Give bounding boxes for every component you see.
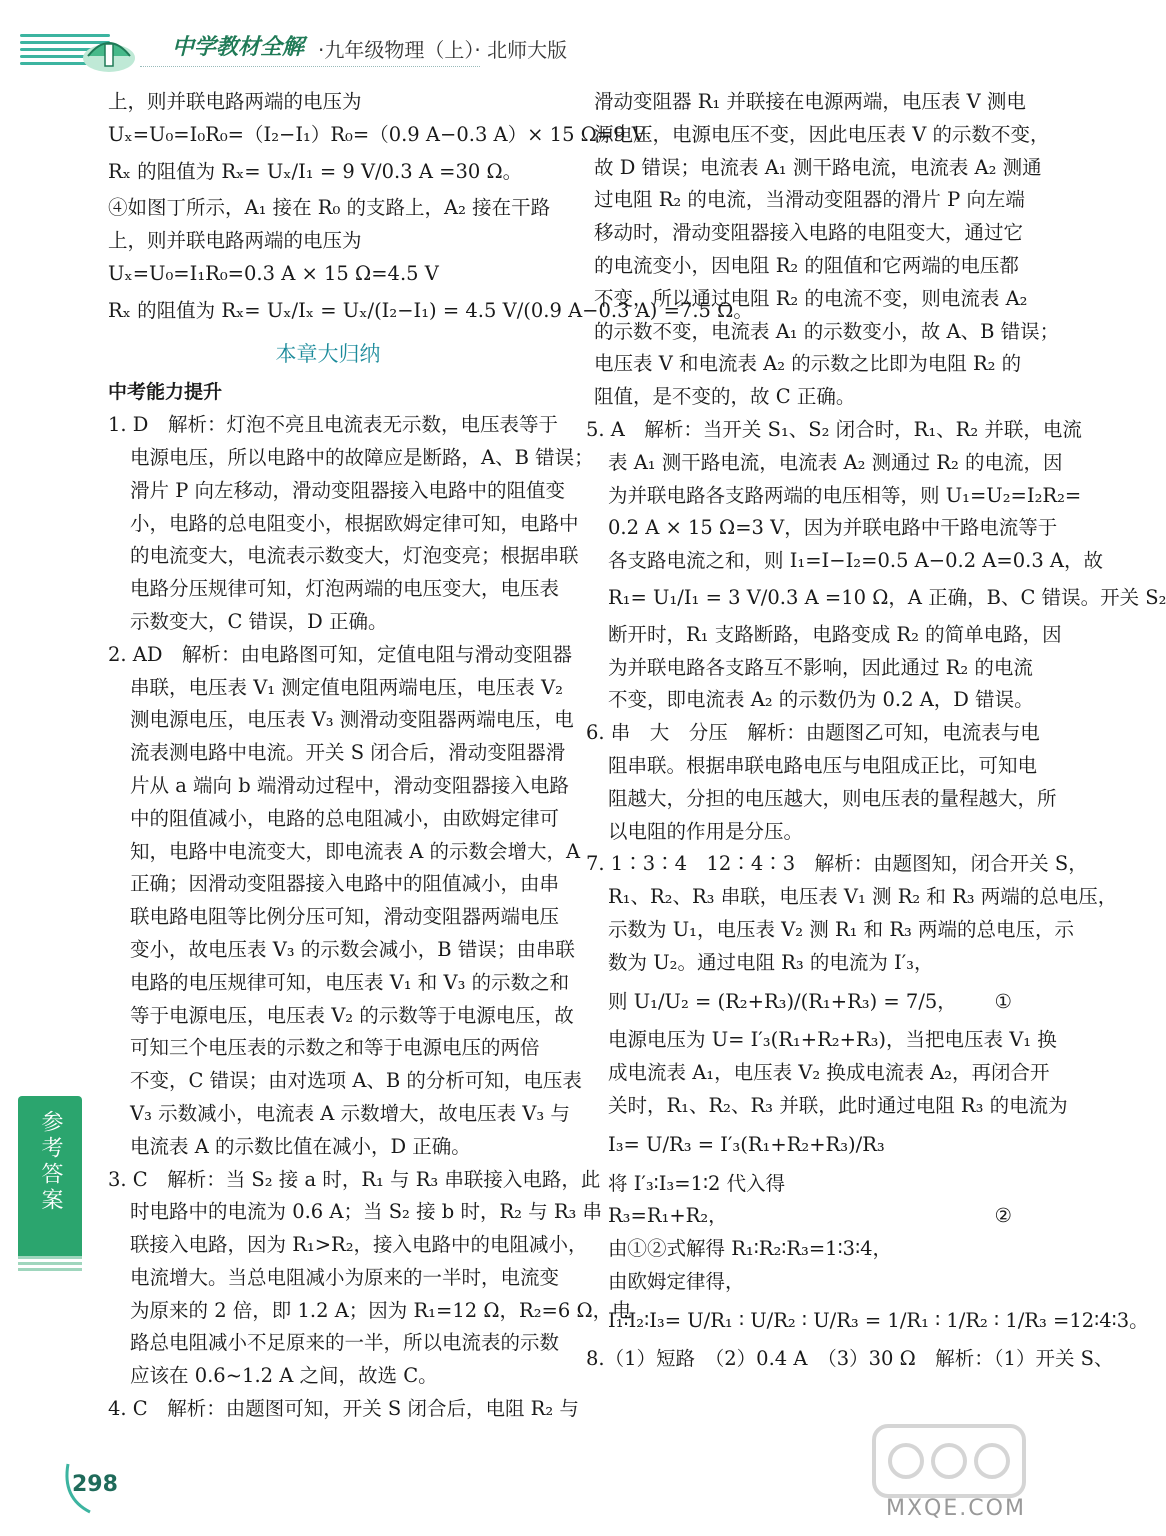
- text-line: 5. A 解析：当开关 S₁、S₂ 闭合时，R₁、R₂ 并联，电流: [586, 417, 1082, 441]
- text-line: 3. C 解析：当 S₂ 接 a 时，R₁ 与 R₃ 串联接入电路，此: [108, 1167, 601, 1191]
- text-line: 以电阻的作用是分压。: [608, 819, 804, 843]
- text-line: 1. D 解析：灯泡不亮且电流表无示数，电压表等于: [108, 413, 558, 437]
- page-number: 298: [72, 1472, 118, 1497]
- text-line: 电源电压为 U= I′₃(R₁+R₂+R₃)，当把电压表 V₁ 换: [608, 1028, 1057, 1052]
- answer-q2: [108, 639, 582, 1164]
- text-line: 7. 1∶3∶4 12∶4∶3 解析：由题图知，闭合开关 S，: [586, 852, 1088, 876]
- book-subtitle: ·九年级物理（上）· 北师大版: [318, 38, 568, 62]
- text-line: 片从 a 端向 b 端滑动过程中，滑动变阻器接入电路: [130, 773, 569, 797]
- book-logo-icon: [78, 26, 140, 76]
- text-line: V₃ 示数减小，电流表 A 示数增大，故电压表 V₃ 与: [130, 1101, 570, 1125]
- text-line: 源电压，电源电压不变，因此电压表 V 的示数不变，: [594, 122, 1050, 146]
- text-line: 阻越大，分担的电压越大，则电压表的量程越大，所: [608, 786, 1057, 810]
- text-line: 中的阻值减小，电路的总电阻减小，由欧姆定律可: [130, 806, 560, 830]
- text-line: R₁= U₁/I₁ = 3 V/0.3 A =10 Ω，A 正确，B、C 错误。开关 S₂: [608, 585, 1166, 609]
- book-title: 中学教材全解: [172, 35, 305, 60]
- text-line: 为并联电路各支路互不影响，因此通过 R₂ 的电流: [608, 655, 1033, 679]
- page-header: [0, 0, 1040, 80]
- text-line: 移动时，滑动变阻器接入电路的电阻变大，通过它: [594, 221, 1024, 245]
- text-line: 时电路中的电流为 0.6 A；当 S₂ 接 b 时，R₂ 与 R₃ 串: [130, 1200, 603, 1224]
- text-line: 电路的电压规律可知，电压表 V₁ 和 V₃ 的示数之和: [130, 970, 570, 994]
- text-line: 滑动变阻器 R₁ 并联接在电源两端，电压表 V 测电: [594, 90, 1026, 113]
- text-line: 由欧姆定律得，: [608, 1269, 745, 1293]
- text-line: 可知三个电压表的示数之和等于电源电压的两倍: [130, 1036, 540, 1060]
- text-line: 4. C 解析：由题图可知，开关 S 闭合后，电阻 R₂ 与: [108, 1397, 579, 1421]
- answer-q6: [586, 717, 1057, 848]
- text-line: Uₓ=U₀=I₁R₀=0.3 A × 15 Ω=4.5 V: [108, 261, 439, 285]
- text-line: 过电阻 R₂ 的电流，当滑动变阻器的滑片 P 向左端: [594, 188, 1025, 212]
- text-line: I₁∶I₂∶I₃= U/R₁ ∶ U/R₂ ∶ U/R₃ = 1/R₁ ∶ 1/R₂ ∶ 1/R₃ =12∶4∶3。: [608, 1308, 1149, 1332]
- answer-q3: [108, 1164, 632, 1394]
- text-line: Uₓ=U₀=I₀R₀=（I₂−I₁）R₀=（0.9 A−0.3 A）× 15 Ω=9 V: [108, 122, 646, 146]
- text-line: 阻值，是不变的，故 C 正确。: [594, 385, 856, 409]
- text-line: 上，则并联电路两端的电压为: [108, 229, 362, 253]
- text-line: 2. AD 解析：由电路图可知，定值电阻与滑动变阻器: [108, 642, 573, 666]
- text-line: 8.（1）短路 （2）0.4 A （3）30 Ω 解析：（1）开关 S、: [586, 1347, 1114, 1371]
- text-line: 上，则并联电路两端的电压为: [108, 90, 362, 113]
- text-line: 的电流变大，电流表示数变大，灯泡变亮；根据串联: [130, 544, 579, 568]
- answer-q7: [586, 848, 1149, 1337]
- text-line: 6. 串 大 分压 解析：由题图乙可知，电流表与电: [586, 721, 1040, 745]
- text-line: 关时，R₁、R₂、R₃ 并联，此时通过电阻 R₃ 的电流为: [608, 1093, 1068, 1117]
- answer-q4: [108, 1393, 579, 1426]
- text-line: 阻串联。根据串联电路电压与电阻成正比，可知电: [608, 753, 1038, 777]
- equation-number: ①: [994, 989, 1012, 1013]
- text-line: 串联，电压表 V₁ 测定值电阻两端电压，电压表 V₂: [130, 675, 563, 699]
- side-tab-label: 参考答案: [38, 1110, 63, 1214]
- text-line: Rₓ 的阻值为 Rₓ= Uₓ/I₁ = 9 V/0.3 A =30 Ω。: [108, 159, 523, 183]
- text-line: 滑片 P 向左移动，滑动变阻器接入电路中的阻值变: [130, 478, 566, 502]
- side-tab: [18, 1096, 82, 1256]
- text-line: 不变，所以通过电阻 R₂ 的电流不变，则电流表 A₂: [594, 286, 1028, 310]
- equation-1: [586, 986, 1026, 1019]
- text-line: 路总电阻减小不足原来的一半，所以电流表的示数: [130, 1331, 560, 1355]
- equation-text: 则 U₁/U₂ = (R₂+R₃)/(R₁+R₃) = 7/5，: [608, 989, 957, 1013]
- watermark-text: MXQE.COM: [886, 1496, 1026, 1521]
- right-column: [586, 86, 1166, 1376]
- text-line: 由①②式解得 R₁∶R₂∶R₃=1∶3∶4，: [608, 1237, 893, 1261]
- text-line: 为并联电路各支路两端的电压相等，则 U₁=U₂=I₂R₂=: [608, 483, 1082, 507]
- text-line: 表 A₁ 测干路电流，电流表 A₂ 测通过 R₂ 的电流，因: [608, 450, 1063, 474]
- text-line: 的电流变小，因电阻 R₂ 的阻值和它两端的电压都: [594, 253, 1019, 277]
- text-line: 的示数不变，电流表 A₁ 的示数变小，故 A、B 错误；: [594, 319, 1060, 343]
- text-line: 电流增大。当总电阻减小为原来的一半时，电流变: [130, 1265, 560, 1289]
- text-line: 成电流表 A₁，电压表 V₂ 换成电流表 A₂，再闭合开: [608, 1061, 1050, 1085]
- header-divider: [140, 66, 480, 67]
- text-line: R₁、R₂、R₃ 串联，电压表 V₁ 测 R₂ 和 R₃ 两端的总电压，: [608, 885, 1118, 909]
- text-line: 流表测电路中电流。开关 S 闭合后，滑动变阻器滑: [130, 741, 566, 765]
- text-line: 数为 U₂。通过电阻 R₃ 的电流为 I′₃，: [608, 950, 934, 974]
- answer-q1: [108, 409, 594, 639]
- answer-q8: [586, 1343, 1114, 1376]
- subsection-heading: 中考能力提升: [108, 381, 223, 404]
- text-line: 0.2 A × 15 Ω=3 V，因为并联电路中干路电流等于: [608, 516, 1058, 540]
- text-line: Rₓ 的阻值为 Rₓ= Uₓ/Iₓ = Uₓ/(I₂−I₁) = 4.5 V/(0.9 A−0.3 A) =7.5 Ω。: [108, 298, 753, 322]
- text-line: 断开时，R₁ 支路断路，电路变成 R₂ 的简单电路，因: [608, 622, 1062, 646]
- text-line: 将 I′₃∶I₃=1∶2 代入得: [608, 1171, 786, 1195]
- text-line: 联接入电路，因为 R₁>R₂，接入电路中的电阻减小，: [130, 1233, 588, 1257]
- text-line: ④如图丁所示，A₁ 接在 R₀ 的支路上，A₂ 接在干路: [108, 196, 551, 220]
- text-line: 为原来的 2 倍，即 1.2 A；因为 R₁=12 Ω，R₂=6 Ω，电: [130, 1298, 632, 1322]
- text-line: 等于电源电压，电压表 V₂ 的示数等于电源电压，故: [130, 1003, 574, 1027]
- text-line: 小，电路的总电阻变小，根据欧姆定律可知，电路中: [130, 511, 579, 535]
- text-line: 不变，C 错误；由对选项 A、B 的分析可知，电压表: [130, 1069, 582, 1093]
- answer-q4-continued: [586, 86, 1060, 414]
- text-line: 故 D 错误；电流表 A₁ 测干路电流，电流表 A₂ 测通: [594, 155, 1042, 179]
- text-line: I₃= U/R₃ = I′₃(R₁+R₂+R₃)/R₃: [608, 1132, 885, 1156]
- text-line: 正确；因滑动变阻器接入电路中的阻值减小，由串: [130, 872, 560, 896]
- text-line: 各支路电流之和，则 I₁=I−I₂=0.5 A−0.2 A=0.3 A，故: [608, 549, 1104, 573]
- text-line: 电路分压规律可知，灯泡两端的电压变大，电压表: [130, 577, 560, 601]
- text-line: 示数为 U₁，电压表 V₂ 测 R₁ 和 R₃ 两端的总电压，示: [608, 917, 1075, 941]
- text-line: 电源电压，所以电路中的故障应是断路，A、B 错误；: [130, 445, 594, 469]
- side-tab-stripes: [18, 1256, 82, 1278]
- answer-q5: [586, 414, 1166, 717]
- section-title: 本章大归纳: [275, 341, 381, 366]
- text-line: 知，电路中电流变大，即电流表 A 的示数会增大，A: [130, 839, 581, 863]
- equation-2: [586, 1200, 1026, 1233]
- text-line: 电压表 V 和电流表 A₂ 的示数之比即为电阻 R₂ 的: [594, 352, 1022, 376]
- text-line: 变小，故电压表 V₃ 的示数会减小，B 错误；由串联: [130, 937, 575, 961]
- text-line: 测电源电压，电压表 V₃ 测滑动变阻器两端电压，电: [130, 708, 574, 732]
- text-line: 示数变大，C 错误，D 正确。: [130, 609, 388, 633]
- text-line: 电流表 A 的示数比值在减小，D 正确。: [130, 1134, 471, 1158]
- text-line: 不变，即电流表 A₂ 的示数仍为 0.2 A，D 错误。: [608, 688, 1034, 712]
- equation-number: ②: [994, 1204, 1012, 1228]
- equation-text: R₃=R₁+R₂，: [608, 1204, 728, 1228]
- text-line: 联电路电阻等比例分压可知，滑动变阻器两端电压: [130, 905, 560, 929]
- text-line: 应该在 0.6~1.2 A 之间，故选 C。: [130, 1364, 438, 1388]
